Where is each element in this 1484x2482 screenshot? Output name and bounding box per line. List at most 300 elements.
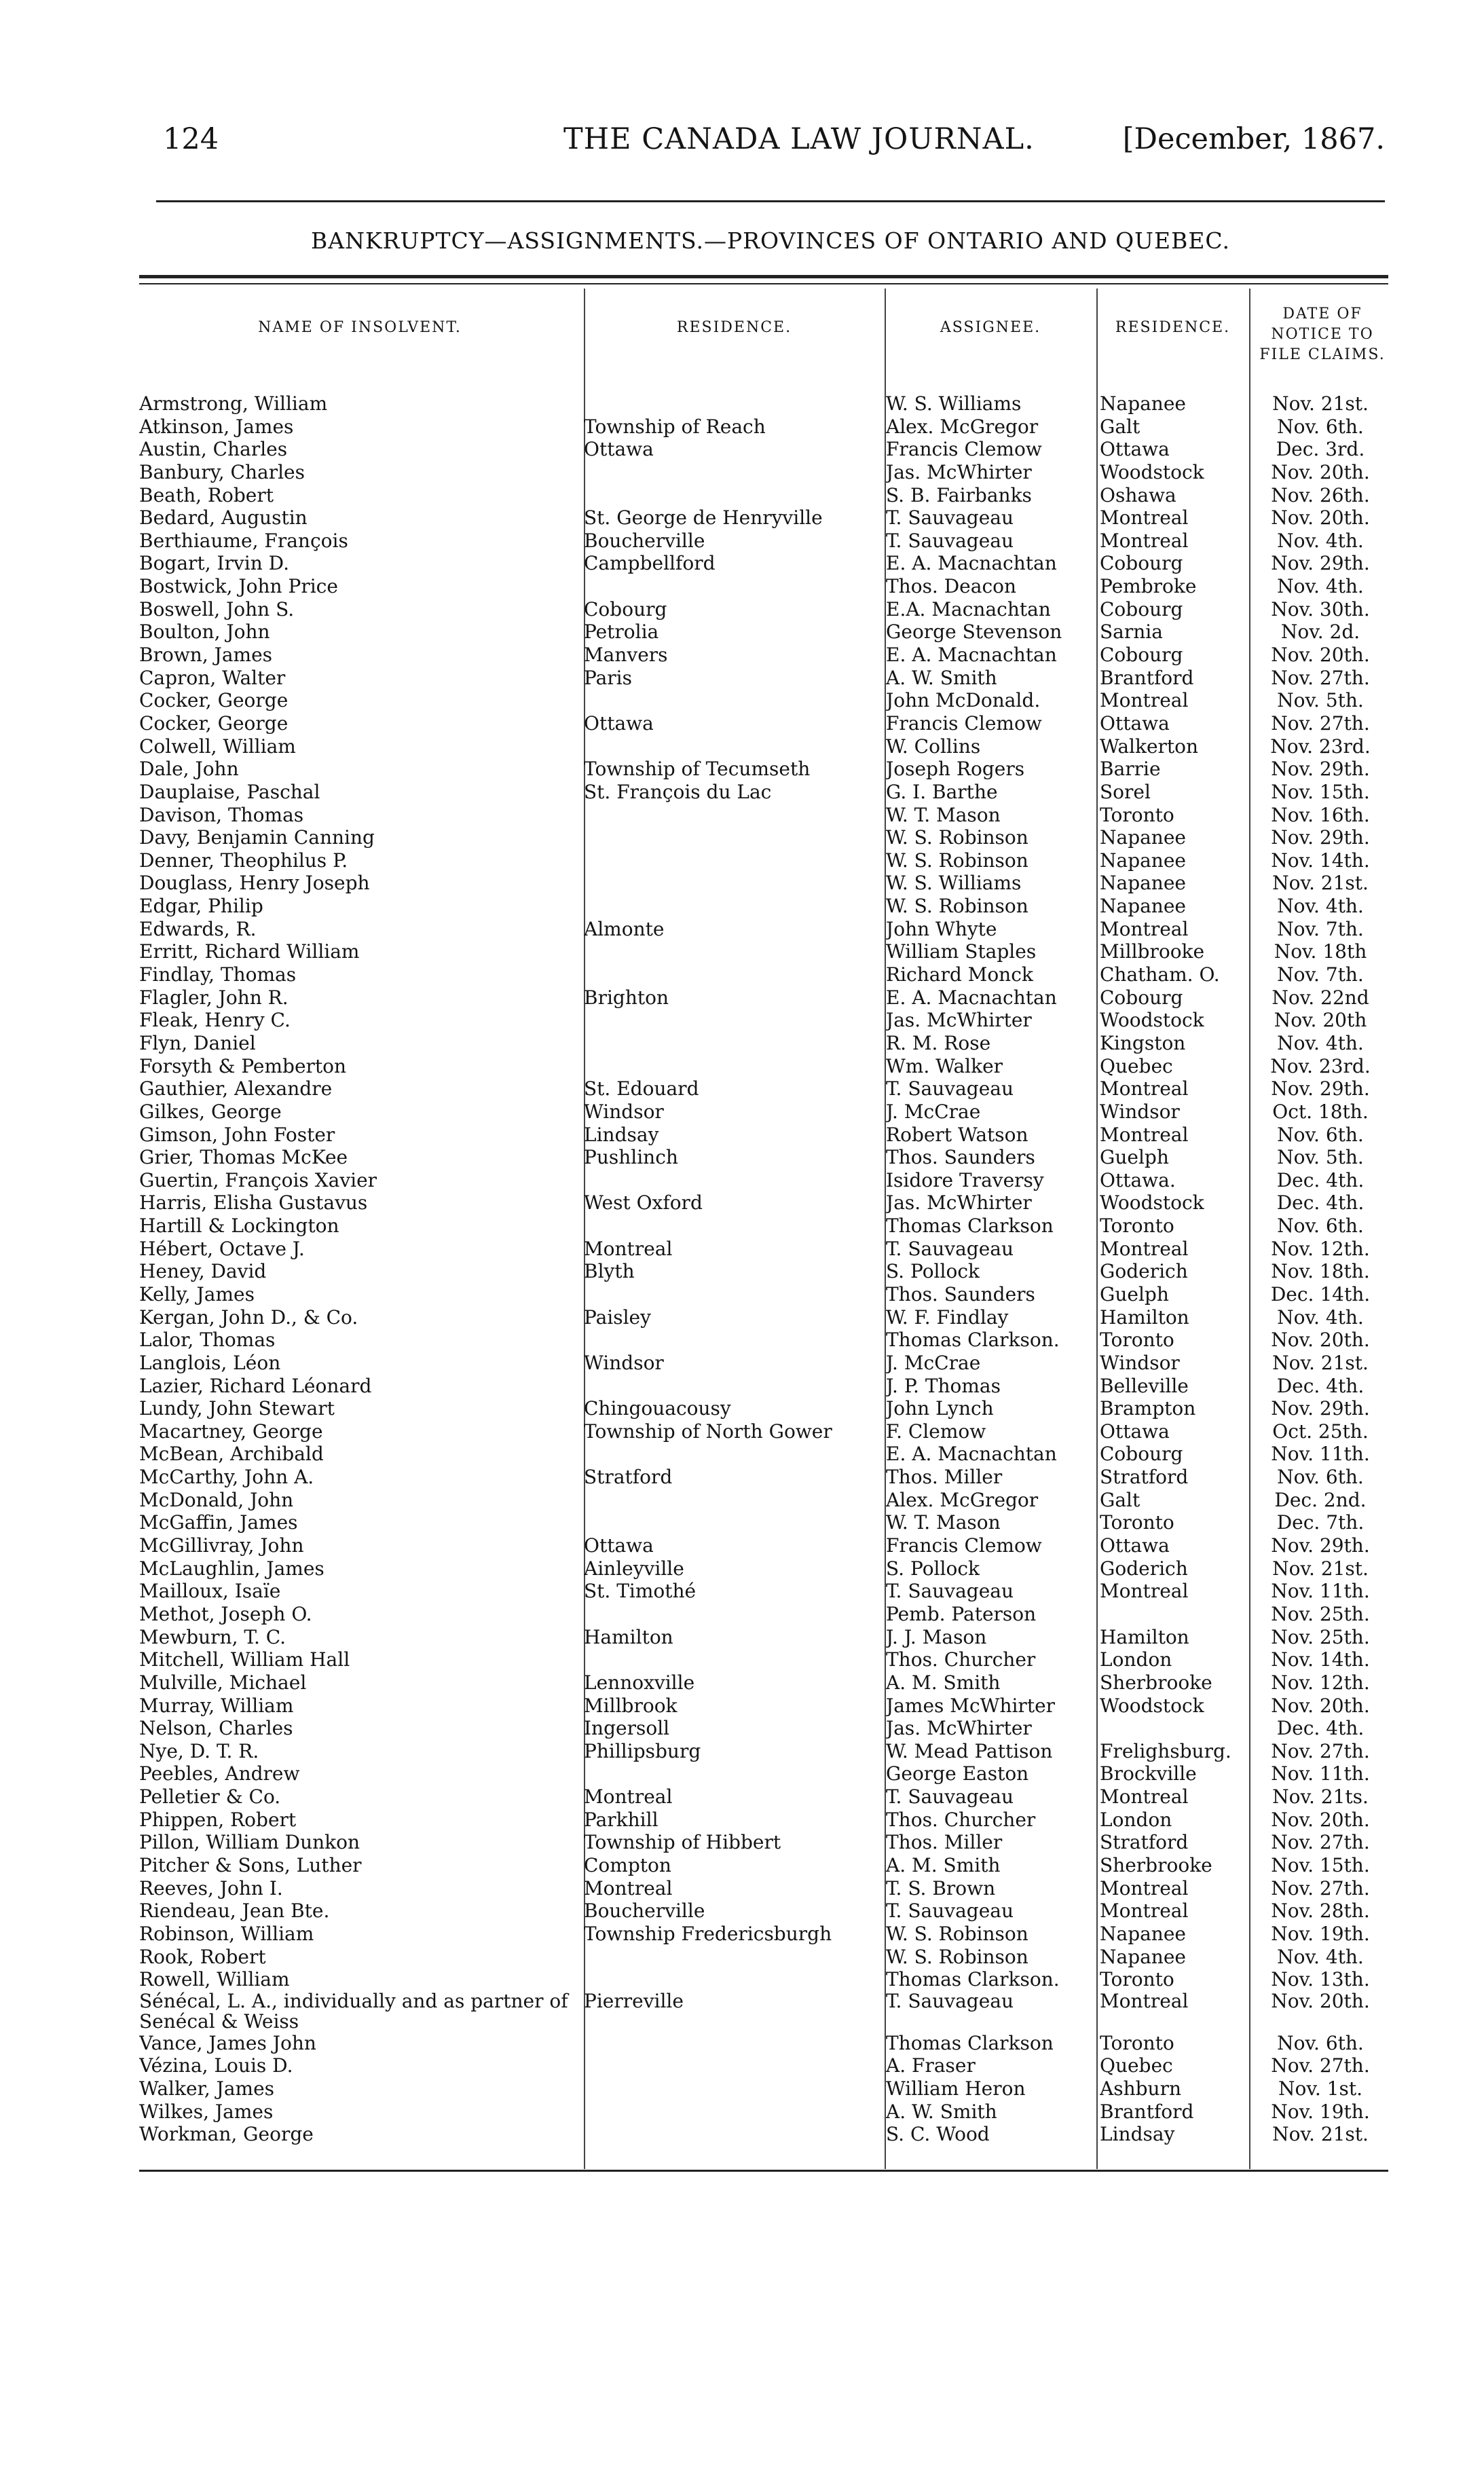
insolvent-name: Sénécal, L. A., individually and as partner of Senécal & Weiss [139,1990,568,2032]
assignee-name: Thos. Miller [886,1466,1003,1489]
assignee-residence: Montreal [1100,529,1189,552]
assignee-name: S. Pollock [886,1260,980,1283]
insolvent-name: Kergan, John D., & Co. [139,1305,358,1329]
table-row [139,1740,1388,1763]
table-row [139,1877,1388,1900]
insolvent-name: Murray, William [139,1694,294,1717]
assignee-name: W. T. Mason [886,1511,1001,1534]
table-row [139,1991,1388,2032]
insolvent-residence: Paris [584,666,632,689]
insolvent-residence: Boucherville [584,529,705,552]
insolvent-name: Macartney, George [139,1420,323,1443]
table-row [139,1352,1388,1375]
notice-date: Nov. 6th. [1277,1466,1364,1489]
assignee-name: Wm. Walker [886,1054,1003,1077]
insolvent-name: Harris, Elisha Gustavus [139,1191,368,1215]
notice-date: Oct. 18th. [1272,1100,1369,1123]
assignee-name: T. Sauvageau [886,1785,1014,1809]
insolvent-residence: Ottawa [584,1534,654,1557]
insolvent-name: Kelly, James [139,1282,255,1305]
table-row [139,1260,1388,1283]
insolvent-residence: Campbellford [584,552,716,575]
table-row [139,461,1388,484]
insolvent-name: Davy, Benjamin Canning [139,826,375,849]
notice-date: Nov. 18th [1274,940,1367,963]
assignee-name: Jas. McWhirter [886,460,1032,483]
insolvent-name: Guertin, François Xavier [139,1168,377,1191]
insolvent-name: McLaughlin, James [139,1557,324,1580]
notice-date: Nov. 11th. [1271,1443,1370,1466]
assignee-residence: Pembroke [1100,575,1197,598]
notice-date: Nov. 20th. [1271,460,1370,483]
assignee-name: J. McCrae [886,1351,981,1374]
assignee-residence: Belleville [1100,1374,1189,1397]
assignee-name: Thos. Saunders [886,1146,1035,1169]
assignee-residence: Montreal [1100,1990,1189,2012]
notice-date: Nov. 6th. [1277,415,1364,438]
table-row [139,1968,1388,1991]
table-row [139,415,1388,439]
assignee-name: S. C. Wood [886,2123,990,2146]
section-title: BANKRUPTCY—ASSIGNMENTS.—PROVINCES OF ONTARIO AND QUEBEC. [311,227,1230,254]
insolvent-name: Berthiaume, François [139,529,348,552]
assignee-name: R. M. Rose [886,1031,991,1054]
table-row [139,1443,1388,1466]
column-header-residence: RESIDENCE. [676,319,792,336]
assignee-name: J. McCrae [886,1100,981,1123]
notice-date: Nov. 21st. [1272,1557,1369,1580]
notice-date: Nov. 19th. [1271,2100,1370,2123]
table-row [139,849,1388,872]
assignee-residence: Ottawa [1100,1534,1170,1557]
assignee-residence: Toronto [1100,2031,1174,2054]
assignee-residence: London [1100,1648,1172,1671]
header-rule [156,200,1385,202]
assignee-name: John McDonald. [886,689,1041,712]
insolvent-name: Bedard, Augustin [139,506,308,530]
table-row [139,1580,1388,1603]
insolvent-residence: Pierreville [584,1990,684,2012]
insolvent-name: Austin, Charles [139,438,288,461]
notice-date: Nov. 28th. [1271,1900,1370,1923]
assignee-residence: Montreal [1100,1077,1189,1100]
insolvent-residence: Manvers [584,644,668,667]
insolvent-name: Dale, John [139,758,239,781]
table-row [139,1191,1388,1215]
assignee-residence: London [1100,1808,1172,1831]
notice-date: Nov. 14th. [1271,1648,1370,1671]
assignee-name: John Whyte [886,917,997,940]
insolvent-name: Beath, Robert [139,483,274,506]
insolvent-name: Cocker, George [139,689,289,712]
insolvent-residence: Township of North Gower [584,1420,832,1443]
table-row [139,1923,1388,1946]
table-row [139,689,1388,712]
notice-date: Nov. 5th. [1277,1146,1364,1169]
insolvent-residence: St. Timothé [584,1580,697,1603]
assignee-residence: Hamilton [1100,1625,1189,1648]
insolvent-name: Mitchell, William Hall [139,1648,350,1671]
insolvent-name: Boswell, John S. [139,597,295,620]
table-top-rule [139,275,1388,278]
assignee-name: S. Pollock [886,1557,980,1580]
table-row [139,484,1388,507]
notice-date: Nov. 7th. [1277,963,1364,986]
assignee-name: F. Clemow [886,1420,986,1443]
table-row [139,1032,1388,1055]
table-row [139,1648,1388,1671]
journal-title: THE CANADA LAW JOURNAL. [563,122,1035,156]
table-row [139,1671,1388,1694]
notice-date: Dec. 4th. [1276,1168,1365,1191]
notice-date: Nov. 4th. [1277,1031,1364,1054]
insolvent-name: Workman, George [139,2123,314,2146]
table-row [139,804,1388,827]
insolvent-residence: Township of Reach [584,415,766,438]
assignee-residence: Montreal [1100,1123,1189,1146]
assignee-name: William Staples [886,940,1037,963]
assignee-name: W. S. Robinson [886,1945,1028,1968]
table-row [139,1626,1388,1649]
notice-date: Nov. 21st. [1272,2123,1369,2146]
assignee-name: T. S. Brown [886,1876,996,1900]
assignee-residence: Goderich [1100,1260,1188,1283]
insolvent-name: Nelson, Charles [139,1717,293,1740]
insolvent-name: Reeves, John I. [139,1876,283,1900]
assignee-name: James McWhirter [886,1694,1056,1717]
assignee-name: Thos. Deacon [886,575,1017,598]
notice-date: Nov. 6th. [1277,2031,1364,2054]
table-row [139,986,1388,1010]
insolvent-name: Flagler, John R. [139,986,289,1009]
assignee-residence: Ottawa [1100,1420,1170,1443]
assignee-name: Thos. Saunders [886,1282,1035,1305]
notice-date: Nov. 27th. [1271,1831,1370,1854]
insolvent-name: Pillon, William Dunkon [139,1831,360,1854]
table-row [139,1215,1388,1238]
insolvent-name: Langlois, Léon [139,1351,281,1374]
insolvent-name: Peebles, Andrew [139,1762,300,1785]
notice-date: Nov. 20th [1274,1009,1367,1032]
insolvent-name: Gauthier, Alexandre [139,1077,333,1100]
notice-date: Nov. 29th. [1271,1077,1370,1100]
insolvent-name: Methot, Joseph O. [139,1602,312,1625]
assignee-name: W. F. Findlay [886,1305,1009,1329]
assignee-name: Francis Clemow [886,711,1042,735]
table-row [139,963,1388,986]
table-row [139,1603,1388,1626]
assignee-residence: Montreal [1100,917,1189,940]
assignee-name: W. S. Robinson [886,849,1028,872]
assignee-residence: Oshawa [1100,483,1176,506]
assignee-residence: Woodstock [1100,1009,1204,1032]
insolvent-residence: Almonte [584,917,665,940]
assignee-residence: Barrie [1100,758,1161,781]
notice-date: Nov. 14th. [1271,849,1370,872]
assignee-residence: Toronto [1100,803,1174,826]
assignee-residence: Sorel [1100,780,1151,803]
assignee-name: T. Sauvageau [886,529,1014,552]
insolvent-name: Hartill & Lockington [139,1215,339,1238]
assignee-residence: Frelighsburg. [1100,1739,1231,1762]
assignee-name: Jas. McWhirter [886,1717,1032,1740]
notice-date: Dec. 2nd. [1274,1488,1367,1511]
insolvent-residence: Pushlinch [584,1146,678,1169]
notice-date: Nov. 4th. [1277,575,1364,598]
table-row [139,940,1388,963]
insolvent-residence: St. George de Henryville [584,506,823,530]
assignee-residence: Toronto [1100,1968,1174,1991]
table-row [139,620,1388,644]
table-row [139,1762,1388,1785]
table-row [139,1534,1388,1557]
insolvent-name: Douglass, Henry Joseph [139,872,370,895]
assignee-residence: Kingston [1100,1031,1186,1054]
insolvent-name: Edgar, Philip [139,895,263,918]
notice-date: Nov. 13th. [1271,1968,1370,1991]
notice-date: Nov. 4th. [1277,529,1364,552]
assignee-name: T. Sauvageau [886,1237,1014,1260]
assignee-residence: Stratford [1100,1466,1189,1489]
notice-date: Nov. 5th. [1277,689,1364,712]
table-row [139,895,1388,918]
table-row [139,1717,1388,1740]
notice-date: Nov. 27th. [1271,1876,1370,1900]
assignee-name: Richard Monck [886,963,1033,986]
notice-date: Nov. 20th. [1271,1329,1370,1352]
assignee-name: A. W. Smith [886,666,997,689]
insolvent-name: Mulville, Michael [139,1671,307,1694]
notice-date: Nov. 12th. [1271,1237,1370,1260]
table-row [139,1946,1388,1969]
table-row [139,1375,1388,1398]
assignee-name: Thomas Clarkson. [886,1968,1060,1991]
assignee-residence: Woodstock [1100,460,1204,483]
notice-date: Nov. 25th. [1271,1602,1370,1625]
assignee-residence: Galt [1100,415,1140,438]
assignee-residence: Toronto [1100,1215,1174,1238]
column-header-assignee-residence: RESIDENCE. [1115,319,1231,336]
assignee-residence: Ottawa [1100,711,1170,735]
assignee-residence: Ottawa. [1100,1168,1176,1191]
assignee-name: W. S. Robinson [886,895,1028,918]
notice-date: Oct. 25th. [1272,1420,1369,1443]
table-row [139,1809,1388,1832]
assignee-name: A. Fraser [886,2054,976,2077]
assignee-name: T. Sauvageau [886,506,1014,530]
assignee-residence: Quebec [1100,1054,1173,1077]
assignee-residence: Quebec [1100,2054,1173,2077]
assignee-name: Thos. Churcher [886,1808,1036,1831]
insolvent-name: Boulton, John [139,620,270,644]
insolvent-name: Lazier, Richard Léonard [139,1374,372,1397]
table-top-rule-thin [139,283,1388,284]
insolvent-residence: Cobourg [584,597,667,620]
assignee-name: A. M. Smith [886,1671,1001,1694]
assignee-name: T. Sauvageau [886,1580,1014,1603]
assignee-name: Pemb. Paterson [886,1602,1037,1625]
assignee-residence: Millbrooke [1100,940,1205,963]
insolvent-residence: Phillipsburg [584,1739,701,1762]
insolvent-name: Pelletier & Co. [139,1785,281,1809]
insolvent-name: Vance, James John [139,2031,316,2054]
table-row [139,667,1388,690]
insolvent-name: Pitcher & Sons, Luther [139,1854,362,1876]
notice-date: Nov. 21ts. [1272,1785,1369,1809]
assignee-residence: Toronto [1100,1511,1174,1534]
insolvent-name: Gimson, John Foster [139,1123,335,1146]
table-row [139,1306,1388,1329]
assignee-name: William Heron [886,2077,1026,2100]
assignee-name: E. A. Macnachtan [886,1443,1057,1466]
table-row [139,1055,1388,1078]
assignee-name: J. J. Mason [886,1625,987,1648]
insolvent-name: Bostwick, John Price [139,575,338,598]
assignee-name: W. Collins [886,735,981,758]
assignee-name: A. M. Smith [886,1854,1001,1876]
insolvent-residence: St. François du Lac [584,780,772,803]
notice-date: Nov. 4th. [1277,1305,1364,1329]
insolvent-residence: Lindsay [584,1123,659,1146]
assignee-residence: Montreal [1100,1876,1189,1900]
insolvent-residence: Boucherville [584,1900,705,1923]
insolvent-name: Wilkes, James [139,2100,274,2123]
insolvent-name: Mailloux, Isaïe [139,1580,281,1603]
insolvent-name: Lundy, John Stewart [139,1397,335,1420]
assignee-residence: Brockville [1100,1762,1197,1785]
assignee-residence: Napanee [1100,849,1186,872]
insolvent-name: Denner, Theophilus P. [139,849,348,872]
table-row [139,826,1388,849]
notice-date: Nov. 20th. [1271,1694,1370,1717]
table-row [139,1100,1388,1124]
notice-date: Nov. 12th. [1271,1671,1370,1694]
insolvent-residence: Millbrook [584,1694,678,1717]
insolvent-name: McDonald, John [139,1488,294,1511]
table-row [139,1146,1388,1169]
notice-date: Nov. 20th. [1271,1808,1370,1831]
assignee-residence: Woodstock [1100,1694,1204,1717]
assignee-name: J. P. Thomas [886,1374,1001,1397]
assignee-name: T. Sauvageau [886,1900,1014,1923]
insolvent-name: Gilkes, George [139,1100,282,1123]
assignee-residence: Windsor [1100,1351,1180,1374]
assignee-residence: Montreal [1100,1580,1189,1603]
table-row [139,2123,1388,2146]
insolvent-residence: Hamilton [584,1625,673,1648]
table-row [139,1169,1388,1192]
assignee-name: E.A. Macnachtan [886,597,1051,620]
insolvent-residence: Petrolia [584,620,659,644]
table-row [139,1854,1388,1877]
notice-date: Nov. 2d. [1280,620,1360,644]
table-row [139,1831,1388,1854]
insolvent-name: Findlay, Thomas [139,963,297,986]
assignee-residence: Hamilton [1100,1305,1189,1329]
assignee-residence: Stratford [1100,1831,1189,1854]
assignee-name: W. S. Williams [886,392,1022,415]
assignee-name: Thomas Clarkson. [886,1329,1060,1352]
page-header [163,122,1385,177]
bankruptcy-table [139,392,1388,2146]
assignee-name: W. S. Robinson [886,826,1028,849]
assignee-residence: Cobourg [1100,552,1183,575]
insolvent-name: Fleak, Henry C. [139,1009,291,1032]
insolvent-name: Armstrong, William [139,392,328,415]
insolvent-residence: Windsor [584,1100,664,1123]
table-row [139,438,1388,461]
table-row [139,1329,1388,1352]
column-header-name: NAME OF INSOLVENT. [258,319,462,336]
assignee-residence: Brampton [1100,1397,1196,1420]
notice-date: Nov. 4th. [1277,895,1364,918]
insolvent-name: Grier, Thomas McKee [139,1146,348,1169]
table-row [139,552,1388,575]
notice-date: Nov. 29th. [1271,826,1370,849]
assignee-name: George Easton [886,1762,1029,1785]
notice-date: Nov. 29th. [1271,1397,1370,1420]
insolvent-name: Nye, D. T. R. [139,1739,259,1762]
notice-date: Nov. 15th. [1271,1854,1370,1876]
insolvent-name: Forsyth & Pemberton [139,1054,347,1077]
insolvent-residence: Ingersoll [584,1717,670,1740]
table-row [139,758,1388,781]
notice-date: Nov. 25th. [1271,1625,1370,1648]
table-row [139,1283,1388,1306]
notice-date: Nov. 21st. [1272,872,1369,895]
notice-date: Dec. 3rd. [1276,438,1365,461]
insolvent-name: Hébert, Octave J. [139,1237,305,1260]
assignee-name: W. Mead Pattison [886,1739,1053,1762]
insolvent-residence: Compton [584,1854,671,1876]
notice-date: Nov. 21st. [1272,1351,1369,1374]
insolvent-name: Colwell, William [139,735,296,758]
insolvent-name: Capron, Walter [139,666,286,689]
assignee-residence: Woodstock [1100,1191,1204,1215]
table-row [139,872,1388,895]
insolvent-residence: Montreal [584,1237,673,1260]
insolvent-name: McCarthy, John A. [139,1466,314,1489]
table-row [139,1009,1388,1032]
insolvent-name: Brown, James [139,644,273,667]
table-row [139,1077,1388,1100]
notice-date: Nov. 11th. [1271,1762,1370,1785]
insolvent-name: McBean, Archibald [139,1443,324,1466]
issue-date: [December, 1867. [1122,122,1385,156]
assignee-residence: Sarnia [1100,620,1163,644]
assignee-name: S. B. Fairbanks [886,483,1032,506]
insolvent-name: Heney, David [139,1260,267,1283]
table-row [139,781,1388,804]
notice-date: Nov. 1st. [1278,2077,1362,2100]
column-header-date: DATE OF NOTICE TO FILE CLAIMS. [1259,305,1386,363]
assignee-residence: Napanee [1100,826,1186,849]
assignee-name: E. A. Macnachtan [886,644,1057,667]
table-row [139,392,1388,415]
insolvent-name: Atkinson, James [139,415,294,438]
assignee-name: Joseph Rogers [886,758,1025,781]
insolvent-residence: Blyth [584,1260,635,1283]
table-row [139,1694,1388,1718]
insolvent-residence: Ainleyville [584,1557,684,1580]
table-row [139,506,1388,530]
insolvent-residence: West Oxford [584,1191,703,1215]
assignee-name: Francis Clemow [886,438,1042,461]
table-row [139,2077,1388,2100]
assignee-residence: Galt [1100,1488,1140,1511]
table-row [139,530,1388,553]
notice-date: Nov. 29th. [1271,758,1370,781]
